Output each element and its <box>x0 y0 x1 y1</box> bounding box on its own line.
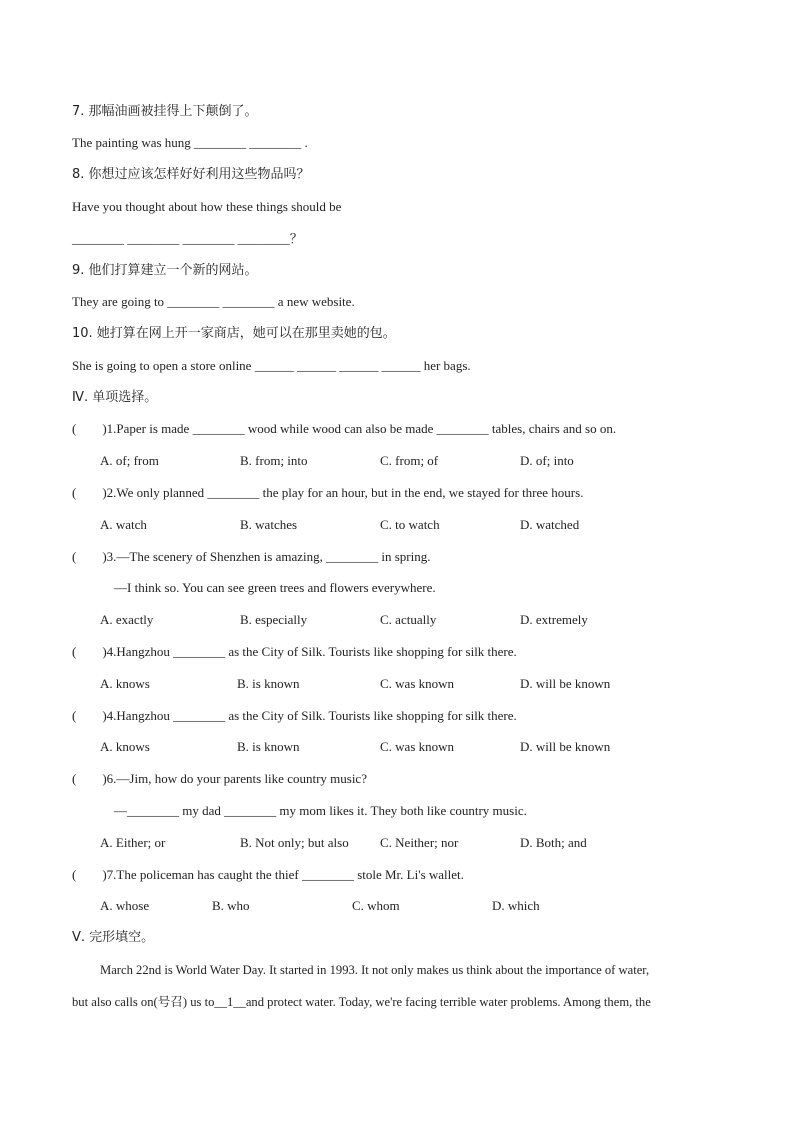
option-c: C. to watch <box>380 517 440 532</box>
q7-english: The painting was hung ________ ________ . <box>72 135 308 150</box>
option-d: D. which <box>492 898 540 913</box>
question-stem: ( )6.—Jim, how do your parents like country music? <box>72 771 367 786</box>
question-stem: ( )4.Hangzhou ________ as the City of Silk. Tourists like shopping for silk there. <box>72 644 517 659</box>
option-d: D. of; into <box>520 453 574 468</box>
q9-english: They are going to ________ ________ a new website. <box>72 294 355 309</box>
option-c: C. whom <box>352 898 400 913</box>
option-b: B. from; into <box>240 453 308 468</box>
q10-chinese: 10. 她打算在网上开一家商店，她可以在那里卖她的包。 <box>72 326 396 341</box>
option-b: B. is known <box>237 676 300 691</box>
question-stem: ( )7.The policeman has caught the thief ________ stole Mr. Li's wallet. <box>72 867 464 882</box>
question-stem-reply: —________ my dad ________ my mom likes it. They both like country music. <box>114 803 527 818</box>
q8-english-line1: Have you thought about how these things should be <box>72 199 342 214</box>
q8-chinese: 8. 你想过应该怎样好好利用这些物品吗？ <box>72 167 310 182</box>
option-d: D. extremely <box>520 612 588 627</box>
option-d: D. will be known <box>520 739 611 754</box>
question-stem: ( )3.—The scenery of Shenzhen is amazing, ________ in spring. <box>72 549 431 564</box>
option-d: D. watched <box>520 517 580 532</box>
question-stem-reply: —I think so. You can see green trees and flowers everywhere. <box>114 580 436 595</box>
option-b: B. who <box>212 898 250 913</box>
option-b: B. especially <box>240 612 308 627</box>
q9-chinese: 9. 他们打算建立一个新的网站。 <box>72 263 258 278</box>
section4-heading: Ⅳ. 单项选择。 <box>72 390 158 405</box>
option-a: A. watch <box>100 517 147 532</box>
option-c: C. was known <box>380 676 455 691</box>
q7-chinese: 7. 那幅油画被挂得上下颠倒了。 <box>72 104 258 119</box>
option-a: A. knows <box>100 739 150 754</box>
option-a: A. exactly <box>100 612 154 627</box>
option-c: C. actually <box>380 612 437 627</box>
option-a: A. whose <box>100 898 150 913</box>
option-c: C. was known <box>380 739 455 754</box>
option-d: D. Both; and <box>520 835 587 850</box>
cloze-paragraph-line2: but also calls on(号召) us to__1__and protect water. Today, we're facing terrible water problems. Among them, the <box>72 995 651 1009</box>
option-c: C. from; of <box>380 453 439 468</box>
q8-english-line2: ________ ________ ________ ________？ <box>72 231 303 246</box>
option-a: A. of; from <box>100 453 159 468</box>
question-stem: ( )4.Hangzhou ________ as the City of Silk. Tourists like shopping for silk there. <box>72 708 517 723</box>
option-b: B. watches <box>240 517 298 532</box>
option-a: A. knows <box>100 676 150 691</box>
option-a: A. Either; or <box>100 835 166 850</box>
option-b: B. Not only; but also <box>240 835 349 850</box>
option-b: B. is known <box>237 739 300 754</box>
section5-heading: Ⅴ. 完形填空。 <box>72 930 155 945</box>
option-c: C. Neither; nor <box>380 835 459 850</box>
question-stem: ( )2.We only planned ________ the play for an hour, but in the end, we stayed for three hours. <box>72 485 584 500</box>
question-stem: ( )1.Paper is made ________ wood while wood can also be made ________ tables, chairs and so on. <box>72 421 617 436</box>
q10-english: She is going to open a store online ______ ______ ______ ______ her bags. <box>72 358 471 373</box>
cloze-paragraph-line1: March 22nd is World Water Day. It started in 1993. It not only makes us think about the importance of water, <box>100 963 650 977</box>
option-d: D. will be known <box>520 676 611 691</box>
